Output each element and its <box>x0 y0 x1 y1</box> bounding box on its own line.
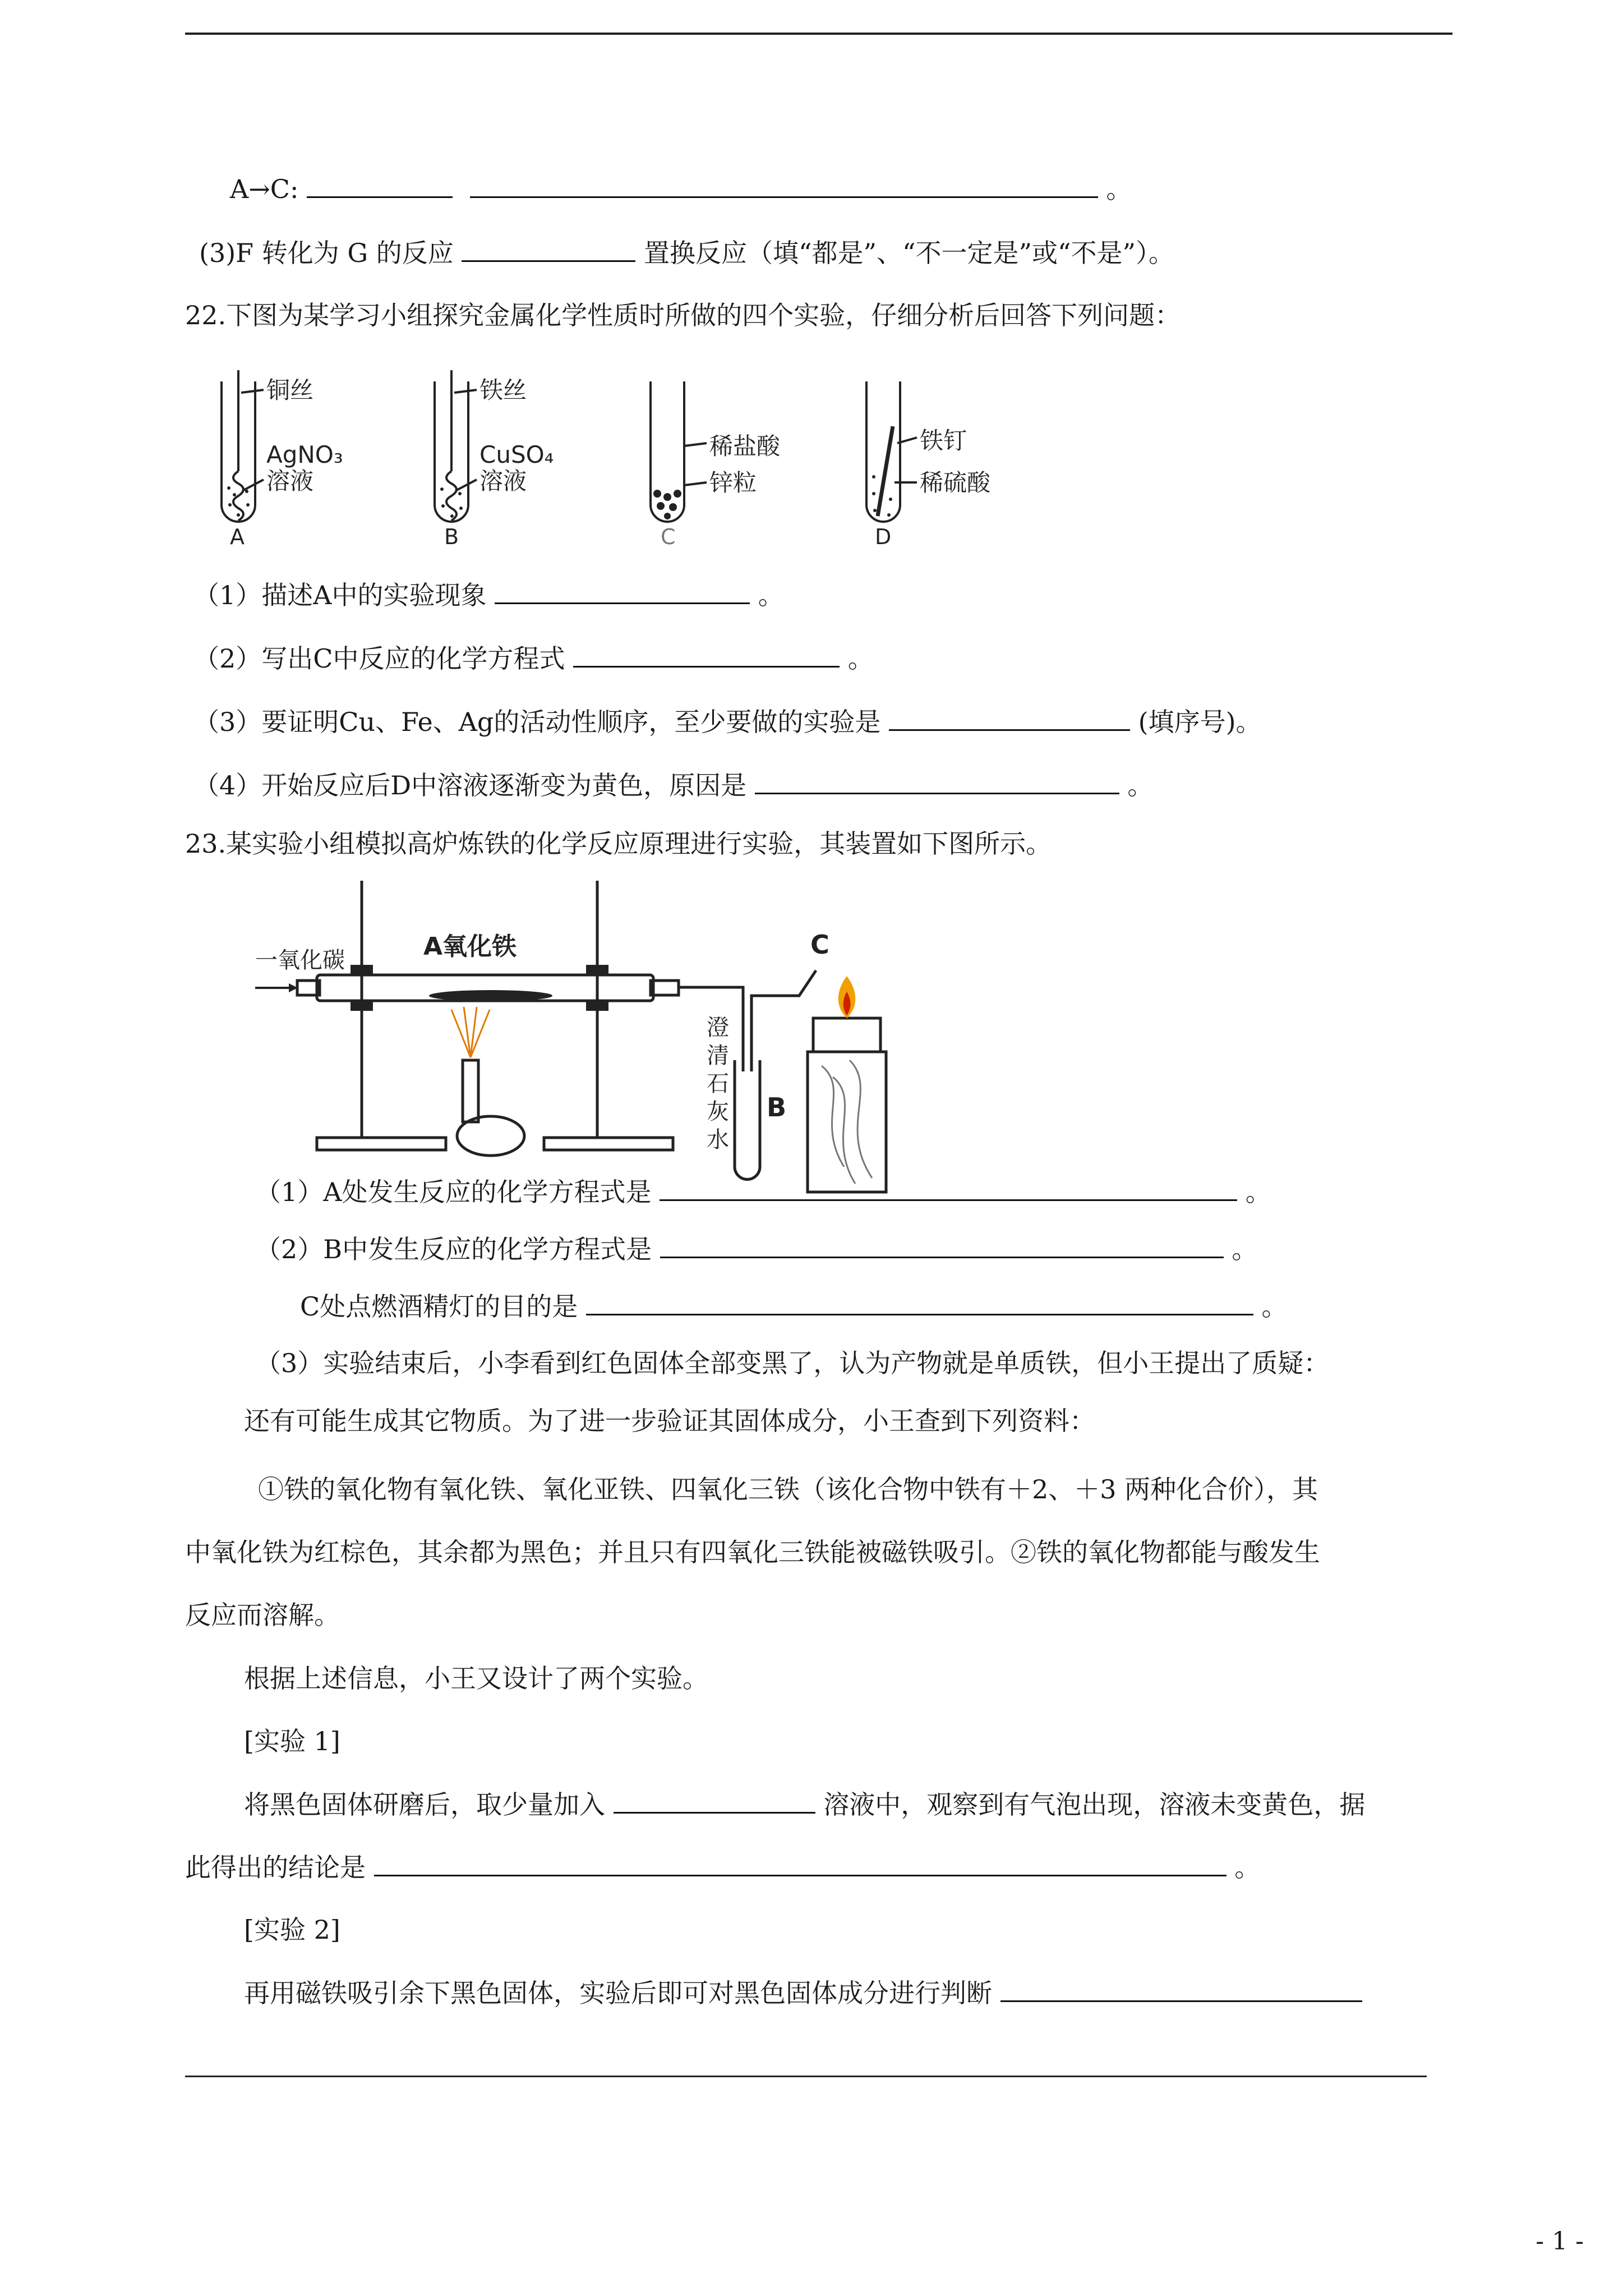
period: 。 <box>1234 1852 1261 1883</box>
exp1-a-suffix: 溶液中，观察到有气泡出现，溶液未变黄色，据 <box>823 1789 1366 1820</box>
q22-1 <box>193 578 784 612</box>
q3-prefix: (3)F 转化为 G 的反应 <box>199 238 454 268</box>
q22-1-blank[interactable] <box>495 578 750 604</box>
iron-oxide-powder <box>429 990 552 1001</box>
lime-char-5: 水 <box>707 1127 729 1153</box>
stand-left-base <box>317 1138 446 1150</box>
header-rule <box>185 33 1453 35</box>
alcohol-lamp-body <box>808 1052 886 1192</box>
q22-4-blank[interactable] <box>755 768 1119 794</box>
tube-c-label-1: 稀盐酸 <box>709 432 781 460</box>
test-tube-b <box>735 1060 760 1180</box>
tube-a-liquid <box>227 486 250 517</box>
period: 。 <box>1232 1234 1258 1264</box>
q22-1-prefix: （1）描述A中的实验现象 <box>193 580 487 610</box>
q23-2-blank[interactable] <box>660 1232 1224 1258</box>
a-label: A氧化铁 <box>423 932 517 961</box>
q22-2-blank[interactable] <box>573 641 840 668</box>
tube-b-liquid <box>440 487 463 518</box>
q3-suffix: 置换反应（填“都是”、“不一定是”或“不是”）。 <box>643 238 1175 268</box>
co-label: 一氧化碳 <box>255 947 345 973</box>
exp1-a-prefix: 将黑色固体研磨后，取少量加入 <box>244 1789 605 1820</box>
q23-3b: 还有可能生成其它物质。为了进一步验证其固体成分，小王查到下列资料： <box>244 1406 1095 1436</box>
exp2-a <box>244 1976 1362 2010</box>
q23-2b-blank[interactable] <box>586 1289 1253 1315</box>
q22-3-prefix: （3）要证明Cu、Fe、Ag的活动性顺序，至少要做的实验是 <box>193 707 881 737</box>
tube-a-letter: A <box>230 524 245 549</box>
plan: 根据上述信息，小王又设计了两个实验。 <box>244 1663 708 1694</box>
tube-a <box>222 370 264 522</box>
a-to-c-blank-1[interactable] <box>307 172 453 198</box>
stand-right-base <box>544 1138 673 1150</box>
tube-c <box>651 381 707 522</box>
q22-stem: 22.下图为某学习小组探究金属化学性质时所做的四个实验，仔细分析后回答下列问题： <box>185 300 1181 330</box>
burner-base <box>457 1116 524 1156</box>
q3-blank[interactable] <box>462 236 635 262</box>
tube-b <box>435 370 477 522</box>
period: 。 <box>1261 1291 1288 1322</box>
q23-1 <box>255 1175 1271 1209</box>
exp2-a-blank[interactable] <box>1000 1976 1362 2002</box>
lamp-wood-grain <box>822 1060 872 1184</box>
q22-4-prefix: （4）开始反应后D中溶液逐渐变为黄色，原因是 <box>193 770 747 800</box>
tube-d-letter: D <box>875 524 892 549</box>
tube-a-label-3: 溶液 <box>266 467 314 495</box>
q23-stem: 23.某实验小组模拟高炉炼铁的化学反应原理进行实验，其装置如下图所示。 <box>185 829 1052 859</box>
lime-char-2: 清 <box>707 1043 729 1069</box>
figure-metal-tubes <box>208 365 1082 550</box>
info-2: 中氧化铁为红棕色，其余都为黑色；并且只有四氧化三铁能被磁铁吸引。②铁的氧化物都能与酸发生 <box>185 1537 1320 1567</box>
exp2-title: [实验 2] <box>244 1915 340 1945</box>
q22-3 <box>193 705 1262 739</box>
period: 。 <box>1106 174 1132 204</box>
tube-d <box>866 381 917 522</box>
lime-char-3: 石 <box>707 1071 729 1097</box>
period: 。 <box>758 580 784 610</box>
b-label: B <box>767 1092 787 1122</box>
a-to-c-label: A→C: <box>230 174 299 204</box>
c-label: C <box>810 930 829 960</box>
q23-2b-prefix: C处点燃酒精灯的目的是 <box>300 1291 578 1322</box>
tube-d-label-1: 铁钉 <box>920 427 967 454</box>
q22-4 <box>193 768 1153 802</box>
info-1: ①铁的氧化物有氧化铁、氧化亚铁、四氧化三铁（该化合物中铁有＋2、＋3 两种化合价），其 <box>258 1474 1318 1504</box>
exp1-a-blank[interactable] <box>614 1787 815 1814</box>
lamp-flame <box>838 976 855 1018</box>
info-3: 反应而溶解。 <box>185 1600 340 1630</box>
tube-d-label-2: 稀硫酸 <box>920 469 991 496</box>
q22-3-blank[interactable] <box>889 705 1130 731</box>
q23-1-prefix: （1）A处发生反应的化学方程式是 <box>255 1177 652 1207</box>
tube-b-label-3: 溶液 <box>479 467 527 495</box>
q23-3a: （3）实验结束后，小李看到红色固体全部变黑了，认为产物就是单质铁，但小王提出了质疑： <box>255 1348 1330 1378</box>
lime-char-4: 灰 <box>707 1099 729 1125</box>
burner-flame <box>451 1007 490 1057</box>
q22-2-prefix: （2）写出C中反应的化学方程式 <box>193 643 565 674</box>
figure-blast-furnace-apparatus <box>255 875 928 1200</box>
exp1-b <box>185 1850 1260 1884</box>
exp1-a <box>244 1787 1365 1821</box>
alcohol-lamp-top <box>813 1018 880 1052</box>
clamps <box>351 965 608 1011</box>
q23-2b <box>300 1289 1287 1323</box>
tube-b-letter: B <box>444 524 459 549</box>
tube-c-zinc <box>653 490 681 519</box>
exp1-b-blank[interactable] <box>374 1850 1227 1876</box>
burner-pipe <box>463 1060 478 1122</box>
period: 。 <box>847 643 874 674</box>
exp2-a-prefix: 再用磁铁吸引余下黑色固体，实验后即可对黑色固体成分进行判断 <box>244 1978 992 2008</box>
period: 。 <box>1245 1177 1271 1207</box>
q23-2-prefix: （2）B中发生反应的化学方程式是 <box>255 1234 652 1264</box>
footer-rule <box>185 2076 1427 2077</box>
lime-char-1: 澄 <box>707 1015 729 1041</box>
exp1-title: [实验 1] <box>244 1726 340 1756</box>
tube-b-label-1: 铁丝 <box>479 376 527 404</box>
tube-b-label-2: CuSO₄ <box>479 441 554 468</box>
q22-3-suffix: (填序号)。 <box>1138 707 1262 737</box>
q22-2 <box>193 641 874 675</box>
q23-2 <box>255 1232 1257 1266</box>
tube-a-label-1: 铜丝 <box>266 376 314 404</box>
exp1-b-prefix: 此得出的结论是 <box>185 1852 366 1883</box>
line-a-to-c <box>230 172 1132 206</box>
period: 。 <box>1127 770 1154 800</box>
q23-1-blank[interactable] <box>660 1175 1237 1201</box>
tube-a-label-2: AgNO₃ <box>266 441 343 468</box>
tube-c-letter: C <box>661 524 676 549</box>
a-to-c-blank-2[interactable] <box>470 172 1098 198</box>
line-q3 <box>199 236 1174 270</box>
page-number: - 1 - <box>1536 2227 1584 2256</box>
tube-c-label-2: 锌粒 <box>709 469 757 496</box>
